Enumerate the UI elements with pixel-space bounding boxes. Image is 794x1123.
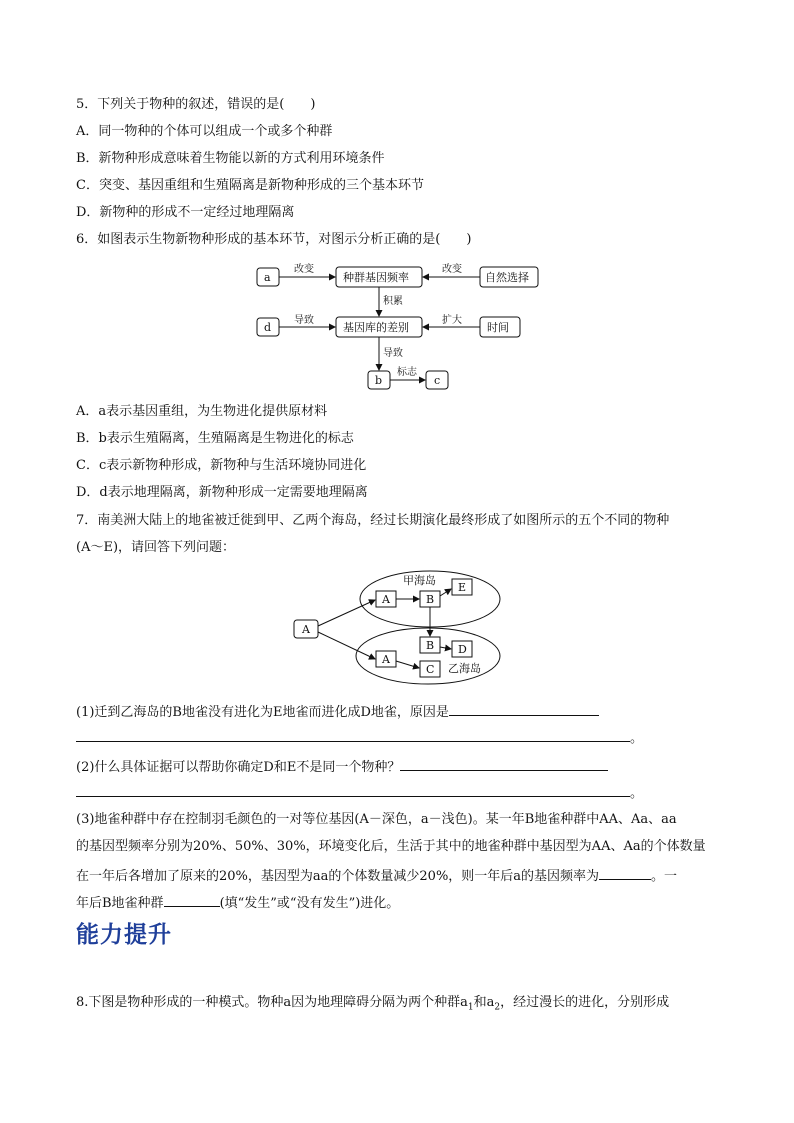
label-jia-A: A — [382, 593, 390, 606]
label-natural-selection: 自然选择 — [485, 271, 529, 284]
q7-sub3-line3-text: 在一年后各增加了原来的20%，基因型为aa的个体数量减少20%，则一年后a的基因频率为 — [76, 869, 600, 884]
q8-mid: 和a — [473, 995, 495, 1010]
q5-option-d: D．新物种的形成不一定经过地理隔离 — [76, 205, 295, 220]
finch-island-diagram — [288, 568, 508, 688]
q5-stem: 5．下列关于物种的叙述，错误的是( ) — [76, 97, 316, 112]
label-jia-B: B — [426, 593, 435, 606]
q7-stem-line2: (A～E)，请回答下列问题： — [76, 540, 236, 555]
q7-sub3-line3 — [76, 865, 677, 886]
label-origin-A: A — [302, 623, 310, 636]
q7-sub2-continuation — [76, 782, 643, 803]
q6-option-a: A．a表示基因重组，为生物进化提供原材料 — [76, 404, 328, 419]
q7-sub3-line4b: (填“发生”或“没有发生”)进化。 — [219, 896, 400, 911]
arrow-label-change-left: 改变 — [294, 264, 314, 275]
q7-sub2-text: (2)什么具体证据可以帮助你确定D和E不是同一个物种？ — [76, 760, 401, 775]
q7-sub3-evolution-blank[interactable] — [164, 892, 220, 907]
q7-sub1-text: (1)迁到乙海岛的B地雀没有进化为E地雀而进化成D地雀，原因是 — [76, 705, 449, 720]
label-yi-A: A — [382, 653, 390, 666]
q7-sub2-answer-blank[interactable] — [400, 756, 608, 771]
label-yi-C: C — [426, 663, 435, 676]
label-a: a — [264, 271, 271, 284]
q6-stem: 6．如图表示生物新物种形成的基本环节，对图示分析正确的是( ) — [76, 232, 472, 247]
arrow-label-accumulate: 积累 — [383, 296, 403, 307]
label-time: 时间 — [487, 321, 509, 334]
label-gene-pool-difference: 基因库的差别 — [343, 321, 409, 334]
island-yi-label: 乙海岛 — [448, 662, 481, 675]
q8-stem-a: 8.下图是物种形成的一种模式。物种a因为地理障碍分隔为两个种群a — [76, 995, 468, 1010]
arrow-label-expand: 扩大 — [442, 315, 462, 326]
q6-option-b: B．b表示生殖隔离，生殖隔离是生物进化的标志 — [76, 431, 354, 446]
label-jia-E: E — [458, 581, 467, 594]
label-gene-frequency: 种群基因频率 — [343, 271, 409, 284]
q6-option-d: D．d表示地理隔离，新物种形成一定需要地理隔离 — [76, 485, 368, 500]
arrow-label-lead-left: 导致 — [294, 315, 314, 326]
label-b: b — [375, 374, 383, 387]
q5-option-b: B．新物种形成意味着生物能以新的方式利用环境条件 — [76, 151, 385, 166]
section-heading: 能力提升 — [76, 922, 172, 948]
q7-sub1-period: 。 — [630, 731, 644, 746]
arrow-label-mark: 标志 — [397, 367, 417, 378]
q7-sub2-answer-blank-2[interactable] — [76, 782, 630, 797]
q7-sub3-line4a: 年后B地雀种群 — [76, 896, 164, 911]
q7-sub1-answer-blank-2[interactable] — [76, 727, 630, 742]
q8-stem — [76, 994, 669, 1017]
label-yi-B: B — [426, 639, 435, 652]
q7-sub3-line2: 的基因型频率分别为20%、50%、30%，环境变化后，生活于其中的地雀种群中基因型为AA、Aa的个体数量 — [76, 839, 706, 854]
q7-sub1-answer-blank[interactable] — [449, 701, 599, 716]
label-c: c — [434, 374, 441, 387]
label-d: d — [264, 321, 272, 334]
island-jia-label: 甲海岛 — [403, 574, 436, 587]
q8-stem-b: ，经过漫长的进化，分别形成 — [500, 995, 670, 1010]
speciation-flow-diagram — [250, 258, 550, 393]
q6-option-c: C．c表示新物种形成，新物种与生活环境协同进化 — [76, 458, 367, 473]
q7-sub3-line1: (3)地雀种群中存在控制羽毛颜色的一对等位基因(A－深色，a－浅色)。某一年B地雀种群中AA、Aa、aa — [76, 812, 677, 827]
label-yi-D: D — [458, 643, 467, 656]
q7-sub1 — [76, 701, 599, 722]
q7-sub3-frequency-blank[interactable] — [599, 865, 651, 880]
q7-sub3-line3-end: 。一 — [651, 869, 678, 884]
q5-option-c: C．突变、基因重组和生殖隔离是新物种形成的三个基本环节 — [76, 178, 424, 193]
q5-option-a: A．同一物种的个体可以组成一个或多个种群 — [76, 124, 333, 139]
q7-sub3-line4 — [76, 892, 399, 913]
q7-sub2 — [76, 756, 608, 777]
q8-sub-1: 1 — [467, 1002, 474, 1013]
q7-stem-line1: 7．南美洲大陆上的地雀被迁徙到甲、乙两个海岛，经过长期演化最终形成了如图所示的五个不同的物种 — [76, 513, 670, 528]
q7-sub1-continuation — [76, 727, 643, 748]
q7-sub2-period: 。 — [630, 786, 644, 801]
arrow-label-lead-down: 导致 — [383, 348, 403, 359]
q8-sub-2: 2 — [494, 1002, 501, 1013]
arrow-label-change-right: 改变 — [442, 264, 462, 275]
